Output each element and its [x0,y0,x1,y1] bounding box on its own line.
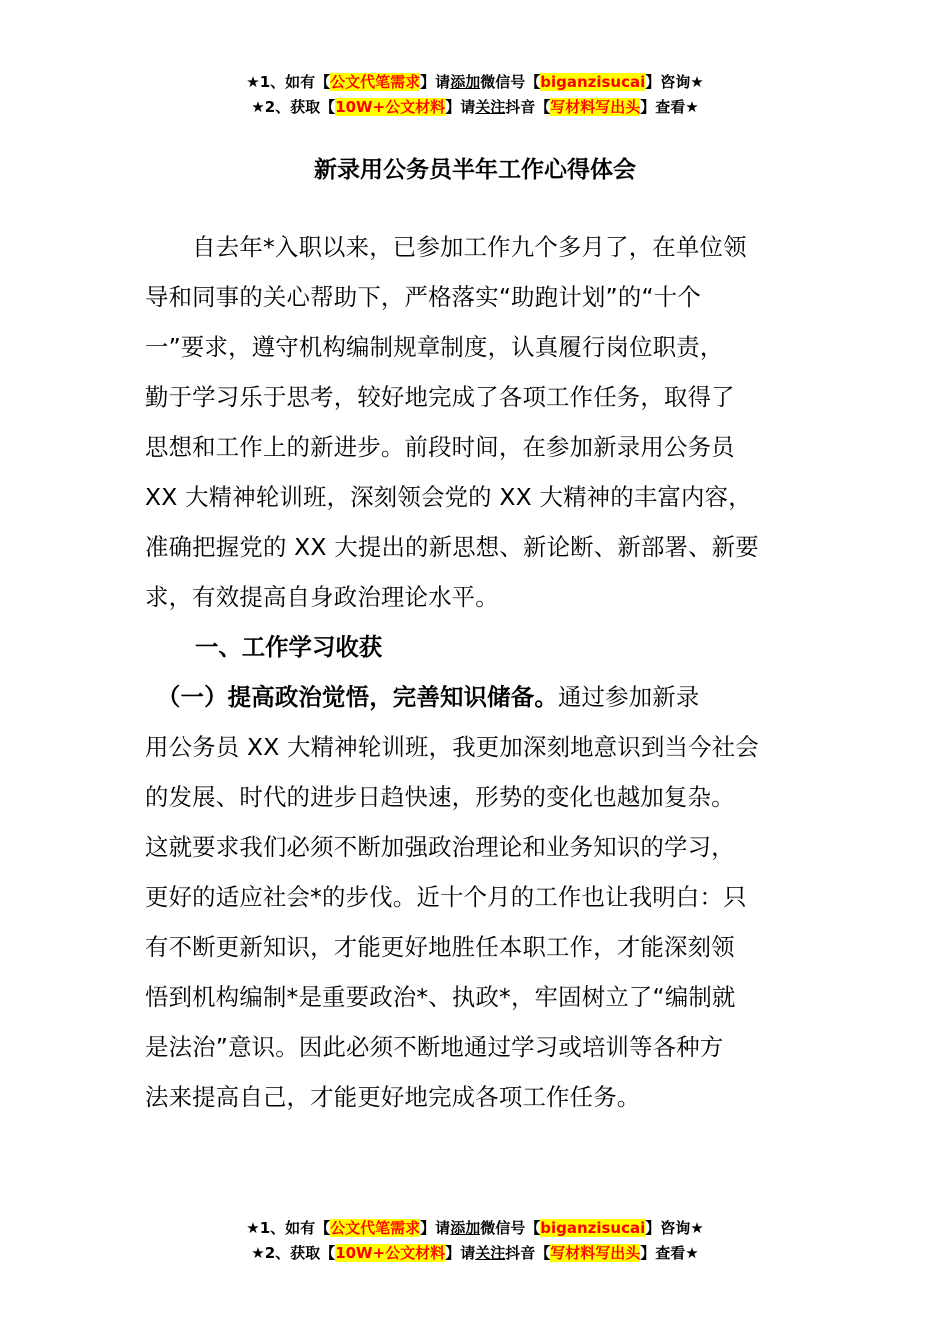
promo-highlight: 10W+公文材料 [335,1244,446,1262]
intro-paragraph [145,222,805,622]
footer-promo-banner [0,1216,950,1266]
promo-text: 】请 [445,1244,476,1262]
promo-wechat-id: biganzisucai [540,73,646,91]
text-line: 思想和工作上的新进步。前段时间，在参加新录用公务员 [145,433,735,461]
text-line: XX 大精神轮训班，深刻领会党的 XX 大精神的丰富内容， [145,483,752,511]
promo-underlined: 添加 [450,73,481,91]
promo-text: 】请 [420,1219,451,1237]
text-line: 是法治”意识。因此必须不断地通过学习或培训等各种方 [145,1033,724,1061]
text-line: 求，有效提高自身政治理论水平。 [145,583,499,611]
promo-text: ★1、如有【 [246,73,331,91]
text-line: 用公务员 XX 大精神轮训班，我更加深刻地意识到当今社会 [145,733,759,761]
text-line: 有不断更新知识，才能更好地胜任本职工作，才能深刻领 [145,933,735,961]
promo-line-2 [0,95,950,120]
promo-text: 】查看★ [640,1244,699,1262]
text-line: 自去年*入职以来，已参加工作九个多月了，在单位领 [145,233,747,261]
promo-text: ★2、获取【 [251,1244,336,1262]
promo-text: ★2、获取【 [251,98,336,116]
promo-text: 微信号【 [480,1219,541,1237]
promo-wechat-id: biganzisucai [540,1219,646,1237]
text-line: 一”要求，遵守机构编制规章制度，认真履行岗位职责， [145,333,724,361]
promo-line-1 [0,70,950,95]
promo-text: ★1、如有【 [246,1219,331,1237]
section1-paragraph [145,672,805,1122]
promo-underlined: 关注 [475,98,506,116]
text-line: 勤于学习乐于思考，较好地完成了各项工作任务，取得了 [145,383,735,411]
promo-text: 】咨询★ [645,73,704,91]
promo-text: 】查看★ [640,98,699,116]
text-line: 悟到机构编制*是重要政治*、执政*，牢固树立了“编制就 [145,983,736,1011]
text-line: 准确把握党的 XX 大提出的新思想、新论断、新部署、新要 [145,533,759,561]
text-line: 导和同事的关心帮助下，严格落实“助跑计划”的“十个 [145,283,701,311]
promo-douyin-id: 写材料写出头 [550,98,641,116]
text-line: 更好的适应社会*的步伐。近十个月的工作也让我明白：只 [145,883,747,911]
promo-text: 】请 [445,98,476,116]
promo-douyin-id: 写材料写出头 [550,1244,641,1262]
text-line [145,672,805,722]
document-title: 新录用公务员半年工作心得体会 [314,157,636,183]
text-line: 这就要求我们必须不断加强政治理论和业务知识的学习， [145,833,735,861]
promo-highlight: 公文代笔需求 [330,73,421,91]
text-run: 通过参加新录 [557,683,700,711]
text-line: 法来提高自己，才能更好地完成各项工作任务。 [145,1083,641,1111]
header-promo-banner [0,70,950,120]
text-line: 的发展、时代的进步日趋快速，形势的变化也越加复杂。 [145,783,735,811]
section-heading: 一、工作学习收获 [195,633,383,661]
promo-text: 】咨询★ [645,1219,704,1237]
promo-text: 】请 [420,73,451,91]
promo-line-2 [0,1241,950,1266]
promo-highlight: 公文代笔需求 [330,1219,421,1237]
promo-line-1 [0,1216,950,1241]
promo-text: 抖音【 [505,1244,551,1262]
subsection-heading: （一）提高政治觉悟，完善知识储备。 [145,683,558,711]
promo-underlined: 添加 [450,1219,481,1237]
promo-text: 微信号【 [480,73,541,91]
promo-highlight: 10W+公文材料 [335,98,446,116]
promo-underlined: 关注 [475,1244,506,1262]
promo-text: 抖音【 [505,98,551,116]
